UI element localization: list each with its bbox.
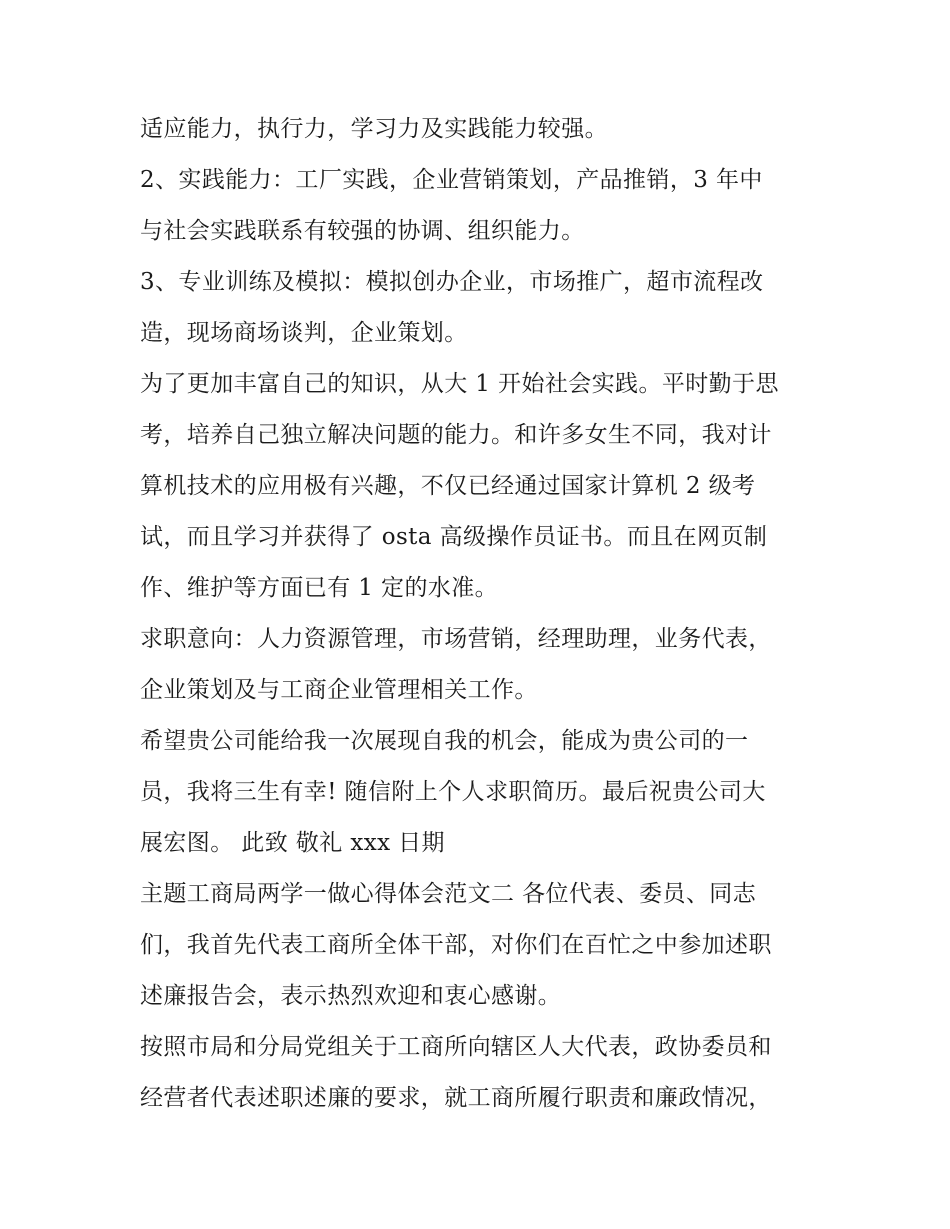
text-line: 展宏图。 此致 敬礼 xxx 日期 xyxy=(140,830,445,856)
text-line: 与社会实践联系有较强的协调、组织能力。 xyxy=(140,218,585,244)
text-line: 算机技术的应用极有兴趣，不仅已经通过国家计算机 2 级考 xyxy=(140,473,756,499)
text-line: 们，我首先代表工商所全体干部，对你们在百忙之中参加述职 xyxy=(140,932,772,958)
text-line: 适应能力，执行力，学习力及实践能力较强。 xyxy=(140,116,608,142)
text-line: 主题工商局两学一做心得体会范文二 各位代表、委员、同志 xyxy=(140,881,757,907)
text-line: 为了更加丰富自己的知识，从大 1 开始社会实践。平时勤于思 xyxy=(140,371,779,397)
text-line: 造，现场商场谈判，企业策划。 xyxy=(140,320,468,346)
text-line: 希望贵公司能给我一次展现自我的机会，能成为贵公司的一 xyxy=(140,728,749,754)
text-line: 2、实践能力：工厂实践，企业营销策划，产品推销，3 年中 xyxy=(140,167,763,193)
text-line: 按照市局和分局党组关于工商所向辖区人大代表，政协委员和 xyxy=(140,1034,772,1060)
text-line: 作、维护等方面已有 1 定的水准。 xyxy=(140,575,499,601)
text-line: 述廉报告会，表示热烈欢迎和衷心感谢。 xyxy=(140,983,562,1009)
text-line: 求职意向：人力资源管理，市场营销，经理助理，业务代表， xyxy=(140,626,772,652)
text-line: 考，培养自己独立解决问题的能力。和许多女生不同，我对计 xyxy=(140,422,772,448)
text-line: 员，我将三生有幸! 随信附上个人求职简历。最后祝贵公司大 xyxy=(140,779,766,805)
text-line: 试，而且学习并获得了 osta 高级操作员证书。而且在网页制 xyxy=(140,524,768,550)
text-line: 3、专业训练及模拟：模拟创办企业，市场推广，超市流程改 xyxy=(140,269,764,295)
text-line: 企业策划及与工商企业管理相关工作。 xyxy=(140,677,538,703)
text-line: 经营者代表述职述廉的要求，就工商所履行职责和廉政情况， xyxy=(140,1085,772,1111)
